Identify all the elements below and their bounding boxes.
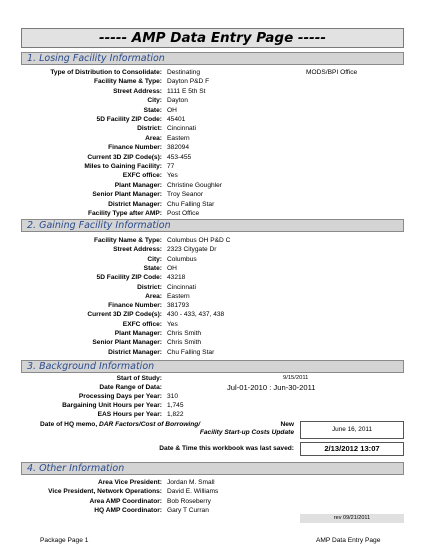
start-of-study-value: 9/15/2011 <box>283 375 309 381</box>
field-row <box>0 106 428 115</box>
field-row <box>0 124 428 133</box>
field-row <box>0 181 428 190</box>
field-label: Current 3D ZIP Code(s): <box>87 311 162 319</box>
field-label: Vice President, Network Operations: <box>48 488 162 496</box>
field-value[interactable]: 77 <box>167 163 175 170</box>
start-of-study-row <box>0 374 428 383</box>
field-label: Senior Plant Manager: <box>92 339 162 347</box>
hq-memo-label-italic: DAR Factors/Cost of Borrowing/ <box>99 421 201 428</box>
footer-page-name: AMP Data Entry Page <box>316 537 381 544</box>
field-label: City: <box>147 97 162 105</box>
field-value[interactable]: 1,822 <box>167 411 184 419</box>
field-label: District Manager: <box>108 200 162 208</box>
field-label: District Manager: <box>108 348 162 356</box>
field-row <box>0 329 428 338</box>
field-label: Street Address: <box>113 87 162 95</box>
field-extra-value[interactable]: MODS/BPI Office <box>306 69 358 76</box>
field-label: Facility Name & Type: <box>93 237 162 244</box>
field-value[interactable]: Yes <box>167 320 178 328</box>
field-value[interactable]: Yes <box>167 172 178 180</box>
hq-memo-label-line2: Facility Start-up Costs Update <box>199 429 294 436</box>
field-label: Senior Plant Manager: <box>92 191 162 199</box>
field-label: HQ AMP Coordinator: <box>94 506 162 514</box>
date-range-value: Jul-01-2010 : Jun-30-2011 <box>227 383 316 392</box>
field-value[interactable]: 430 - 433, 437, 438 <box>167 311 225 319</box>
start-of-study-label: Start of Study: <box>116 375 162 382</box>
field-row <box>0 68 428 77</box>
field-label: EXFC office: <box>122 172 162 180</box>
field-label: State: <box>143 106 162 114</box>
field-row <box>0 301 428 310</box>
field-value[interactable]: Post Office <box>167 210 200 217</box>
field-row <box>0 273 428 282</box>
field-label: District: <box>137 283 162 291</box>
field-row <box>0 77 428 86</box>
field-label: Finance Number: <box>108 144 162 152</box>
field-value[interactable]: Chris Smith <box>167 339 202 347</box>
field-value[interactable]: Gary T Curran <box>167 506 209 514</box>
field-label: State: <box>143 264 162 272</box>
field-label: Plant Manager: <box>114 181 162 189</box>
section-header-other: 4. Other Information <box>21 462 404 475</box>
field-row <box>0 255 428 264</box>
field-value[interactable]: Chris Smith <box>167 330 202 337</box>
field-value[interactable]: Dayton P&D F <box>167 78 210 86</box>
field-value[interactable]: David E. Williams <box>167 488 219 496</box>
field-row <box>0 134 428 143</box>
field-value[interactable]: 2323 Citygate Dr <box>167 246 217 254</box>
field-row <box>0 200 428 209</box>
hq-memo-date-field[interactable]: June 16, 2011 <box>300 421 404 439</box>
field-value[interactable]: Destinating <box>167 69 200 76</box>
field-row <box>0 115 428 124</box>
field-value[interactable]: Dayton <box>167 97 188 105</box>
hq-memo-label-prefix: Date of HQ memo, <box>40 421 98 428</box>
field-label: Facility Name & Type: <box>93 78 162 86</box>
field-label: Street Address: <box>113 246 162 254</box>
hq-memo-label-new: New <box>280 421 294 428</box>
field-label: 5D Facility ZIP Code: <box>96 274 162 282</box>
page-title: ----- AMP Data Entry Page ----- <box>21 28 404 48</box>
field-row <box>0 209 428 218</box>
field-row <box>0 487 428 496</box>
field-row <box>0 264 428 273</box>
field-label: Facility Type after AMP: <box>87 210 162 217</box>
field-row <box>0 283 428 292</box>
last-saved-label: Date & Time this workbook was last saved: <box>159 445 294 452</box>
field-row <box>0 245 428 254</box>
field-value[interactable]: Troy Seanor <box>167 191 204 199</box>
revision-label: rev 09/21/2011 <box>300 514 404 523</box>
field-value[interactable]: Eastern <box>167 134 190 142</box>
field-row <box>0 96 428 105</box>
field-label: EXFC office: <box>122 320 162 328</box>
field-row <box>0 153 428 162</box>
field-row <box>0 310 428 319</box>
field-row <box>0 236 428 245</box>
date-range-label: Date Range of Data: <box>99 384 162 391</box>
field-label: Area AMP Coordinator: <box>89 497 162 505</box>
field-value[interactable]: Christine Goughler <box>167 181 222 189</box>
footer-page-number: Package Page 1 <box>40 537 89 544</box>
field-row <box>0 392 428 401</box>
section-header-gaining-facility: 2. Gaining Facility Information <box>21 219 404 232</box>
field-row <box>0 401 428 410</box>
field-label: Miles to Gaining Facility: <box>84 163 162 170</box>
field-value[interactable]: 43218 <box>167 274 186 282</box>
field-row <box>0 87 428 96</box>
field-label: 5D Facility ZIP Code: <box>96 116 162 123</box>
field-row <box>0 338 428 347</box>
field-value[interactable]: 310 <box>167 393 179 400</box>
field-label: Area: <box>145 134 162 142</box>
date-range-row <box>0 383 428 392</box>
field-value[interactable]: 1111 E 5th St <box>167 87 206 95</box>
field-row <box>0 348 428 357</box>
field-value[interactable]: OH <box>167 264 177 272</box>
field-value[interactable]: Eastern <box>167 292 190 300</box>
field-value[interactable]: 382094 <box>167 144 190 152</box>
field-label: District: <box>137 125 162 133</box>
field-label: Finance Number: <box>108 302 162 310</box>
field-value[interactable]: 1,745 <box>167 402 184 410</box>
field-label: Current 3D ZIP Code(s): <box>87 153 162 161</box>
field-value[interactable]: 453-455 <box>167 153 192 161</box>
field-value[interactable]: Chu Falling Star <box>167 348 215 356</box>
field-value[interactable]: Cincinnati <box>167 125 196 133</box>
field-row <box>0 410 428 419</box>
field-row <box>0 190 428 199</box>
field-value[interactable]: Chu Falling Star <box>167 200 215 208</box>
field-value[interactable]: 45401 <box>167 116 186 123</box>
field-value[interactable]: 381793 <box>167 302 190 310</box>
field-row <box>0 143 428 152</box>
field-label: Processing Days per Year: <box>78 393 162 400</box>
field-label: Type of Distribution to Consolidate: <box>50 69 162 76</box>
field-value[interactable]: Columbus OH P&D C <box>167 237 231 244</box>
field-label: EAS Hours per Year: <box>97 411 162 419</box>
hq-memo-label <box>40 421 294 437</box>
field-label: City: <box>147 255 162 263</box>
field-row <box>0 292 428 301</box>
field-value[interactable]: OH <box>167 106 177 114</box>
field-label: Area Vice President: <box>97 479 162 486</box>
field-value[interactable]: Jordan M. Small <box>167 479 215 486</box>
field-label: Bargaining Unit Hours per Year: <box>62 402 162 410</box>
field-value[interactable]: Bob Roseberry <box>167 497 211 505</box>
field-row <box>0 478 428 487</box>
field-value[interactable]: Cincinnati <box>167 283 196 291</box>
section-header-losing-facility: 1. Losing Facility Information <box>21 52 404 65</box>
field-label: Plant Manager: <box>114 330 162 337</box>
last-saved-value: 2/13/2012 13:07 <box>300 442 404 456</box>
field-row <box>0 497 428 506</box>
field-row <box>0 320 428 329</box>
field-value[interactable]: Columbus <box>167 255 197 263</box>
field-label: Area: <box>145 292 162 300</box>
field-row <box>0 171 428 180</box>
section-header-background: 3. Background Information <box>21 360 404 373</box>
field-row <box>0 162 428 171</box>
